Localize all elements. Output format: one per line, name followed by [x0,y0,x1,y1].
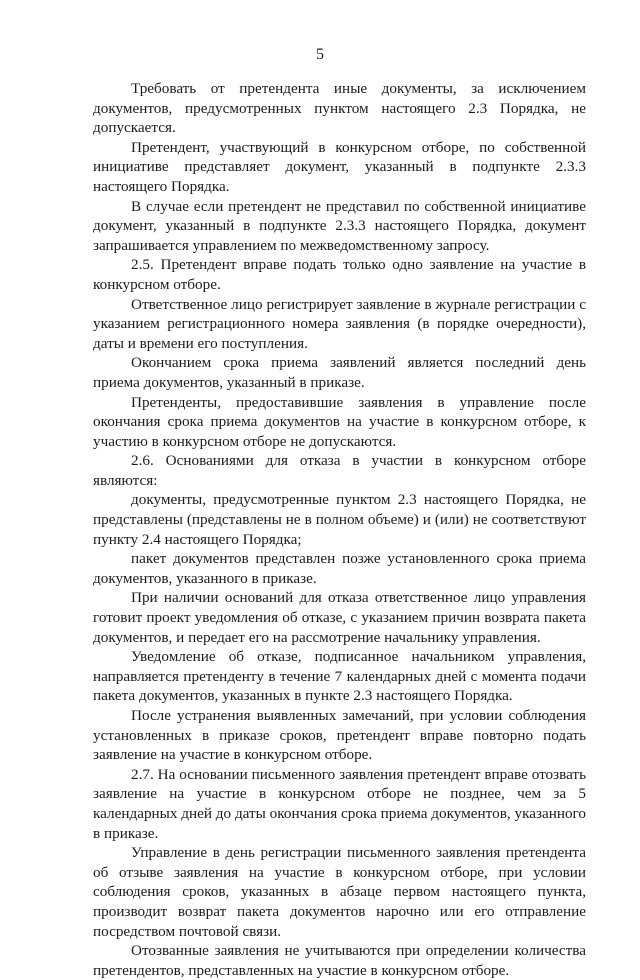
paragraph: Управление в день регистрации письменного заявления претендента об отзыве заявления на участие в конкурсном отборе, при условии соблюдения сроков, указанных в абзаце первом настоящего пункта, производит возврат пакета документов нарочно или его отправление посредством почтовой связи. [93,844,586,940]
paragraph: пакет документов представлен позже установленного срока приема документов, указанного в приказе. [93,550,586,587]
paragraph: После устранения выявленных замечаний, при условии соблюдения установленных в приказе сроков, претендент вправе повторно подать заявление на участие в конкурсном отборе. [93,707,586,764]
paragraph: Уведомление об отказе, подписанное начальником управления, направляется претенденту в течение 7 календарных дней с момента подачи пакета документов, указанных в пункте 2.3 настоящего Порядка. [93,648,586,705]
paragraph: 2.5. Претендент вправе подать только одно заявление на участие в конкурсном отборе. [93,256,586,293]
paragraph: Окончанием срока приема заявлений является последний день приема документов, указанный в приказе. [93,354,586,391]
paragraph: Требовать от претендента иные документы, за исключением документов, предусмотренных пунктом настоящего 2.3 Порядка, не допускается. [93,80,586,137]
document-body [93,79,586,980]
paragraph: При наличии оснований для отказа ответственное лицо управления готовит проект уведомления об отказе, с указанием причин возврата пакета документов, и передает его на рассмотрение начальнику управления. [93,589,586,646]
paragraph: Ответственное лицо регистрирует заявление в журнале регистрации с указанием регистрационного номера заявления (в порядке очередности), даты и времени его поступления. [93,295,586,352]
paragraph: Претендент, участвующий в конкурсном отборе, по собственной инициативе представляет документ, указанный в подпункте 2.3.3 настоящего Порядка. [93,138,586,195]
paragraph: документы, предусмотренные пунктом 2.3 настоящего Порядка, не представлены (представлены не в полном объеме) и (или) не соответствуют пункту 2.4 настоящего Порядка; [93,491,586,548]
page-number: 5 [316,46,324,63]
paragraph: 2.7. На основании письменного заявления претендент вправе отозвать заявление на участие в конкурсном отборе не позднее, чем за 5 календарных дней до даты окончания срока приема документов, указанного в приказе. [93,765,586,842]
paragraph: Отозванные заявления не учитываются при определении количества претендентов, представленных на участие в конкурсном отборе. [93,942,586,979]
paragraph: Претенденты, предоставившие заявления в управление после окончания срока приема документов на участие в конкурсном отборе, к участию в конкурсном отборе не допускаются. [93,393,586,450]
paragraph: 2.6. Основаниями для отказа в участии в конкурсном отборе являются: [93,452,586,489]
paragraph: В случае если претендент не представил по собственной инициативе документ, указанный в подпункте 2.3.3 настоящего Порядка, документ запрашивается управлением по межведомственному запросу. [93,197,586,254]
